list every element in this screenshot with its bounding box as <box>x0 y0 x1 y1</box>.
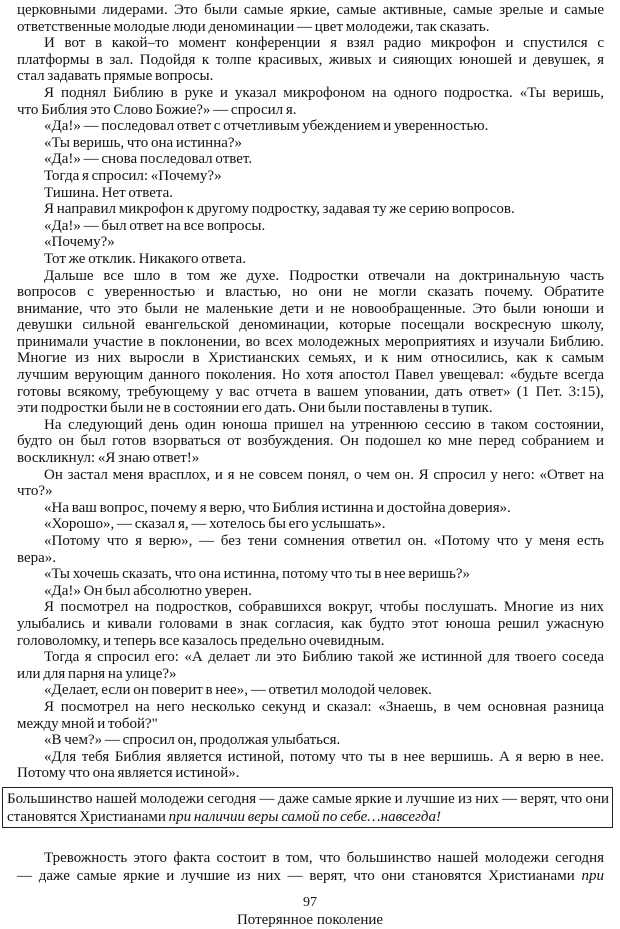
text-line: готовы всякому, требующему у вас отчета в вашем уповании, дать ответ» (1 Пет. 3:15), <box>17 383 604 400</box>
paragraph <box>17 201 604 218</box>
paragraph <box>17 417 604 467</box>
text-line: или для парня на улице?» <box>17 665 177 682</box>
paragraph <box>17 151 604 168</box>
paragraph <box>17 467 604 500</box>
text-line: вопросов с уверенностью и властью, но они не могли сказать почему. Обратите <box>17 284 604 301</box>
text-line: церковными лидерами. Это были самые яркие, самые активные, самые зрелые и самые <box>17 2 604 18</box>
text-line: Тогда я спросил его: «А делает ли это Библию такой же истинной для твоего соседа <box>44 649 604 666</box>
paragraph <box>17 682 604 699</box>
paragraph <box>17 583 604 600</box>
paragraph <box>17 85 604 118</box>
paragraph <box>17 500 604 517</box>
text-line: внимание, что это были не маленькие дети и не новообращенные. Это были юноши и <box>17 300 604 317</box>
text-line: Тот же отклик. Никакого ответа. <box>44 250 246 267</box>
text-line: воскликнул: «Я знаю ответ!» <box>17 450 200 467</box>
page-number: 97 <box>303 894 317 910</box>
text-line: Дальше все шло в том же духе. Подростки отвечали на доктринальную часть <box>44 267 604 284</box>
paragraph <box>17 699 604 732</box>
text-line: «Ты веришь, что она истинна?» <box>44 134 243 151</box>
text-line: «Да!» Он был абсолютно уверен. <box>44 582 252 599</box>
callout-emphasis: при наличии веры самой по себе…навсегда! <box>168 808 441 825</box>
paragraph <box>17 516 604 533</box>
text-line: На следующий день один юноша пришел на утреннюю сессию в таком состоянии, <box>44 416 604 433</box>
text-line: «На ваш вопрос, почему я верю, что Библия истинна и достойна доверия». <box>44 499 511 516</box>
paragraph <box>17 849 604 886</box>
text-line: «Делает, если он поверит в нее», — ответил молодой человек. <box>44 682 432 699</box>
paragraph <box>17 566 604 583</box>
text-line: «Да!» — последовал ответ с отчетливым убеждением и уверенностью. <box>44 118 489 135</box>
text-line: «Ты хочешь сказать, что она истинна, потому что ты в нее веришь?» <box>44 566 470 583</box>
text-line: между мной и тобой?" <box>17 715 158 732</box>
paragraph <box>17 135 604 152</box>
text-line: Потому что она является истиной». <box>17 765 240 782</box>
paragraph <box>17 35 604 85</box>
callout-box <box>2 787 613 828</box>
text-line: Он застал меня врасплох, и я не совсем понял, о чем он. Я спросил у него: «Ответ на <box>44 466 604 483</box>
text-line: «Хорошо», — сказал я, — хотелось бы его услышать». <box>44 516 386 533</box>
paragraph <box>17 251 604 268</box>
emphasis: при <box>581 868 604 885</box>
text-line: девушки сильной евангельской деноминации, которые посещали воскресную школу, <box>17 317 604 334</box>
text-line: Я посмотрел на подростков, собравшихся вокруг, чтобы послушать. Многие из них <box>44 599 604 616</box>
text-line: Я посмотрел на него несколько секунд и сказал: «Знаешь, в чем основная разница <box>44 698 604 715</box>
text-line: И вот в какой–то момент конференции я взял радио микрофон и спустился с <box>44 35 604 52</box>
paragraph <box>17 649 604 682</box>
text-line: эти подростки были не в состоянии его дать. Они были поставлены в тупик. <box>17 400 493 417</box>
paragraph <box>17 118 604 135</box>
text-line <box>17 867 604 886</box>
text-line: улыбались и кивали головами в знак согласия, как будто этот юноша решил ужасную <box>17 615 604 632</box>
text-line: Тишина. Нет ответа. <box>44 184 174 201</box>
text-line: Тогда я спросил: «Почему?» <box>44 167 222 184</box>
paragraph <box>17 218 604 235</box>
text-line: Тревожность этого факта состоит в том, что большинство нашей молодежи сегодня <box>44 849 604 866</box>
text-line: стал задавать прямые вопросы. <box>17 68 214 85</box>
text-line: головоломку, и теперь все казалось предельно очевидным. <box>17 632 385 649</box>
paragraph <box>17 732 604 749</box>
callout-line <box>7 808 609 826</box>
text-line: что Библия это Слово Божие?» — спросил я. <box>17 101 297 118</box>
text-line: «Почему?» <box>44 234 115 251</box>
running-footer: Потерянное поколение <box>236 911 384 928</box>
text-span: — даже самые яркие и лучшие из них — верят, что они становятся Христианами <box>17 868 582 885</box>
text-line: «Для тебя Библия является истиной, потому что ты в нее вершишь. А я верю в нее. <box>44 748 604 765</box>
paragraph <box>17 749 604 782</box>
text-line: Многие из них выросли в Христианских семьях, и к ним относились, как к самым <box>17 350 604 367</box>
paragraph <box>17 185 604 202</box>
paragraph <box>17 533 604 566</box>
text-line: «В чем?» — спросил он, продолжая улыбаться. <box>44 732 341 749</box>
text-line: Я направил микрофон к другому подростку, задавая ту же серию вопросов. <box>44 201 515 218</box>
paragraph <box>17 599 604 649</box>
text-line: «Да!» — снова последовал ответ. <box>44 151 253 168</box>
text-line: платформы в зал. Подойдя к толпе красивых, живых и сияющих юношей и девушек, я <box>17 51 604 68</box>
paragraph <box>17 234 604 251</box>
paragraph <box>17 168 604 185</box>
body-text <box>17 2 604 782</box>
callout-text: становятся Христианами <box>7 808 169 825</box>
callout-line: Большинство нашей молодежи сегодня — даже самые яркие и лучшие из них — верят, что они <box>7 790 609 807</box>
text-line: ответственные молодые люди деноминации — цвет молодежи, так сказать. <box>17 18 490 35</box>
text-line: что?» <box>17 483 53 500</box>
text-line: будто он был готов взорваться от возбуждения. Он подошел ко мне перед собранием и <box>17 433 604 450</box>
text-line: Я поднял Библию в руке и указал микрофоном на одного подростка. «Ты веришь, <box>44 84 604 101</box>
text-line: лучшим верующим данного поколения. Но хотя апостол Павел увещевал: «будьте всегда <box>17 367 604 384</box>
paragraph <box>17 2 604 35</box>
text-line: «Потому что я верю», — без тени сомнения ответил он. «Потому что у меня есть <box>44 533 604 549</box>
text-line: вера». <box>17 549 57 566</box>
paragraph <box>17 268 604 417</box>
text-line: «Да!» — был ответ на все вопросы. <box>44 217 266 234</box>
text-line: принимали участие в поклонении, во всех молодежных мероприятиях и изучали Библию. <box>17 333 604 350</box>
